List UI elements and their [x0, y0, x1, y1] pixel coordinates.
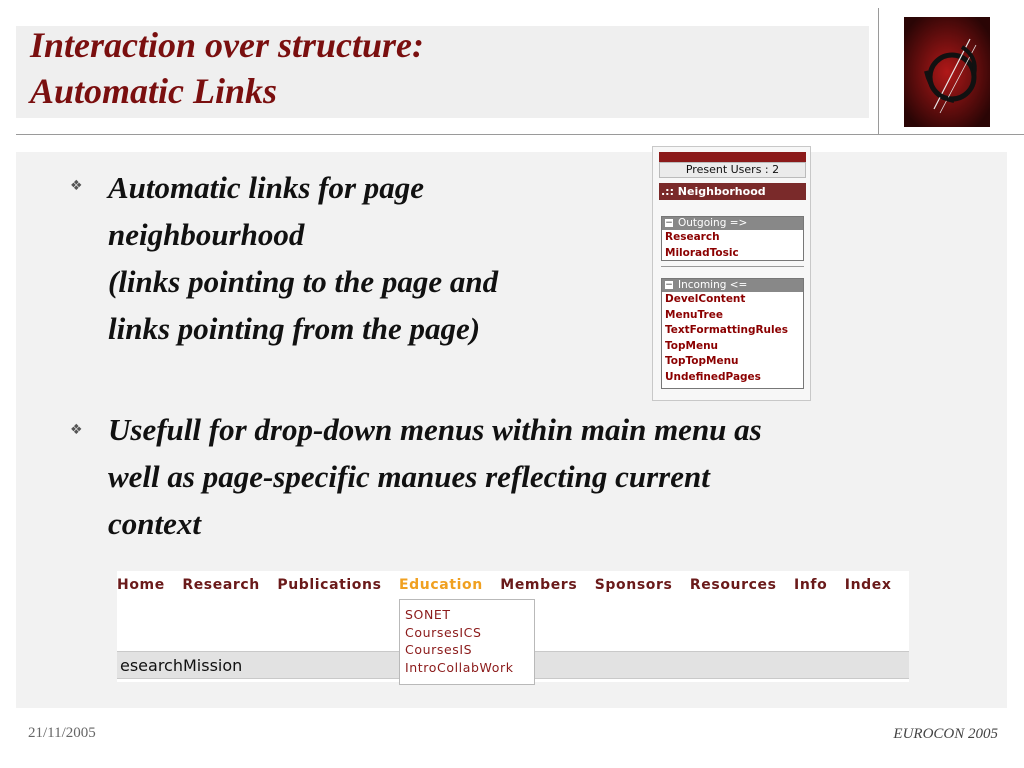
main-menu-bar — [117, 577, 904, 593]
bullet-line: well as page-specific manues reflecting current — [108, 459, 710, 494]
menu-item-sponsors[interactable]: Sponsors — [594, 577, 673, 593]
menu-item-home[interactable]: Home — [117, 577, 165, 593]
title-line-2: Automatic Links — [30, 71, 278, 111]
conference-logo — [904, 17, 990, 127]
menu-item-members[interactable]: Members — [500, 577, 578, 593]
outgoing-header-label: Outgoing => — [678, 217, 748, 229]
incoming-link[interactable]: DevelContent — [665, 293, 746, 305]
bullet-line: neighbourhood — [108, 217, 305, 252]
wiki-neighborhood-panel — [652, 146, 811, 401]
incoming-link[interactable]: TextFormattingRules — [665, 324, 789, 336]
incoming-link[interactable]: MenuTree — [665, 308, 723, 321]
panel-divider — [661, 266, 804, 267]
menu-screenshot — [117, 571, 909, 682]
menu-item-resources[interactable]: Resources — [689, 577, 777, 593]
bullet-line: Automatic links for page — [108, 170, 425, 205]
bullet-diamond-icon: ❖ — [70, 422, 83, 438]
panel-top-bar — [659, 152, 806, 162]
bullet-line: context — [108, 506, 201, 541]
incoming-link[interactable]: TopMenu — [665, 339, 719, 352]
collapse-minus-icon[interactable]: − — [665, 280, 673, 290]
outgoing-link[interactable]: MiloradTosic — [665, 246, 739, 259]
outgoing-link[interactable]: Research — [665, 231, 720, 243]
page-title-strip: esearchMission — [117, 651, 909, 679]
bullet-line: links pointing from the page) — [108, 311, 481, 346]
outgoing-links-box — [661, 216, 804, 261]
dropdown-option[interactable]: CoursesIS — [405, 642, 473, 657]
menu-item-education[interactable]: Education — [399, 577, 483, 593]
incoming-header-label: Incoming <= — [678, 279, 748, 291]
footer-date: 21/11/2005 — [28, 725, 96, 741]
education-dropdown — [399, 599, 535, 685]
bullet-line: Usefull for drop-down menus within main menu as — [108, 412, 762, 447]
incoming-header[interactable] — [662, 279, 803, 292]
bullet-diamond-icon: ❖ — [70, 178, 83, 194]
slide-title — [30, 22, 424, 114]
incoming-link[interactable]: TopTopMenu — [665, 355, 739, 367]
incoming-links-box — [661, 278, 804, 389]
bullet-line: (links pointing to the page and — [108, 264, 499, 299]
present-users: Present Users : 2 — [659, 162, 806, 178]
title-divider — [16, 134, 1024, 135]
menu-item-info[interactable]: Info — [794, 577, 828, 593]
incoming-link[interactable]: UndefinedPages — [665, 370, 761, 383]
dropdown-option[interactable]: IntroCollabWork — [405, 659, 514, 675]
title-line-1: Interaction over structure: — [30, 25, 425, 65]
menu-item-index[interactable]: Index — [844, 577, 892, 593]
neighborhood-header: .:: Neighborhood — [659, 183, 806, 200]
footer-conference: EUROCON 2005 — [893, 726, 998, 742]
dropdown-option[interactable]: CoursesICS — [405, 624, 482, 640]
bullet-drop-down-menus — [108, 406, 762, 547]
menu-item-publications[interactable]: Publications — [277, 577, 382, 593]
bullet-automatic-links — [108, 164, 498, 352]
collapse-minus-icon[interactable]: − — [665, 218, 673, 228]
logo-emblem — [904, 17, 990, 127]
dropdown-option[interactable]: SONET — [405, 607, 451, 622]
outgoing-header[interactable] — [662, 217, 803, 230]
menu-item-research[interactable]: Research — [182, 577, 260, 593]
title-divider-vertical — [878, 8, 879, 135]
